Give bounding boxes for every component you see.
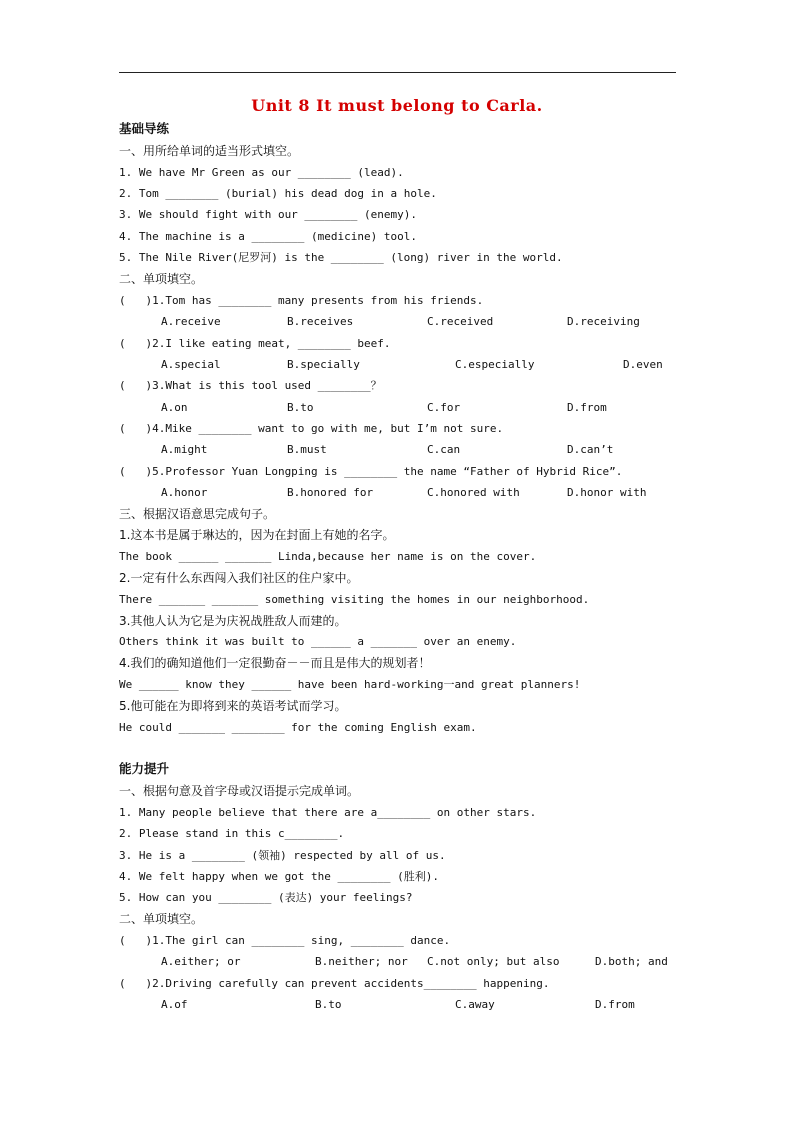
option-b: B.receives <box>287 315 354 328</box>
chinese-prompt: 5.他可能在为即将到来的英语考试而学习。 <box>119 699 347 713</box>
option-d: D.from <box>595 998 635 1011</box>
option-c: C.for <box>427 401 461 414</box>
english-sentence: He could _______ ________ for the coming English exam. <box>119 721 477 734</box>
option-c: C.received <box>427 315 494 328</box>
fill-item: 5. The Nile River(尼罗河) is the ________ (long) river in the world. <box>119 251 563 264</box>
part2-title: 二、单项填空。 <box>119 272 204 286</box>
word-item: 1. Many people believe that there are a________ on other stars. <box>119 806 537 819</box>
option-b: B.must <box>287 443 327 456</box>
option-d: D.honor with <box>567 486 647 499</box>
option-a: A.might <box>161 443 208 456</box>
chinese-prompt: 1.这本书是属于琳达的，因为在封面上有她的名字。 <box>119 528 395 542</box>
word-item: 5. How can you ________ (表达) your feelings? <box>119 891 413 904</box>
fill-item: 2. Tom ________ (burial) his dead dog in a hole. <box>119 187 437 200</box>
part1-title: 一、用所给单词的适当形式填空。 <box>119 144 300 158</box>
option-c: C.can <box>427 443 461 456</box>
question-stem: ( )2.I like eating meat, ________ beef. <box>119 337 391 350</box>
english-sentence: Others think it was built to ______ a _______ over an enemy. <box>119 635 517 648</box>
section-heading-basic: 基础导练 <box>119 121 170 136</box>
question-stem: ( )5.Professor Yuan Longping is ________ the name “Father of Hybrid Rice”. <box>119 465 623 478</box>
section-heading-advanced: 能力提升 <box>119 761 170 776</box>
option-d: D.can’t <box>567 443 614 456</box>
page-title: Unit 8 It must belong to Carla. <box>251 96 543 115</box>
english-sentence: There _______ _______ something visiting the homes in our neighborhood. <box>119 593 590 606</box>
question-stem: ( )1.The girl can ________ sing, ________ dance. <box>119 934 451 947</box>
option-d: D.even <box>623 358 663 371</box>
word-item: 2. Please stand in this c________. <box>119 827 345 840</box>
fill-item: 1. We have Mr Green as our ________ (lead). <box>119 166 404 179</box>
option-a: A.honor <box>161 486 208 499</box>
option-a: A.special <box>161 358 221 371</box>
option-d: D.receiving <box>567 315 640 328</box>
part3-title: 三、根据汉语意思完成句子。 <box>119 507 276 521</box>
chinese-prompt: 4.我们的确知道他们一定很勤奋－－而且是伟大的规划者！ <box>119 656 431 670</box>
question-stem: ( )1.Tom has ________ many presents from his friends. <box>119 294 484 307</box>
option-c: C.especially <box>455 358 535 371</box>
english-sentence: The book ______ _______ Linda,because her name is on the cover. <box>119 550 537 563</box>
fill-item: 3. We should fight with our ________ (enemy). <box>119 208 418 221</box>
option-a: A.on <box>161 401 188 414</box>
part1-title: 一、根据句意及首字母或汉语提示完成单词。 <box>119 784 360 798</box>
option-a: A.of <box>161 998 188 1011</box>
part2-title: 二、单项填空。 <box>119 912 204 926</box>
option-b: B.neither; nor <box>315 955 408 968</box>
word-item: 4. We felt happy when we got the ________ (胜利). <box>119 870 440 883</box>
question-stem: ( )3.What is this tool used ________？ <box>119 379 382 392</box>
word-item: 3. He is a ________ (领袖) respected by all of us. <box>119 849 446 862</box>
question-stem: ( )2.Driving carefully can prevent accidents________ happening. <box>119 977 550 990</box>
english-sentence: We ______ know they ______ have been hard-working一and great planners! <box>119 678 581 691</box>
option-b: B.to <box>287 401 314 414</box>
chinese-prompt: 2.一定有什么东西闯入我们社区的住户家中。 <box>119 571 359 585</box>
option-a: A.receive <box>161 315 221 328</box>
option-d: D.both; and <box>595 955 668 968</box>
option-a: A.either; or <box>161 955 241 968</box>
fill-item: 4. The machine is a ________ (medicine) tool. <box>119 230 418 243</box>
option-b: B.honored for <box>287 486 374 499</box>
option-b: B.to <box>315 998 342 1011</box>
option-d: D.from <box>567 401 607 414</box>
option-c: C.not only; but also <box>427 955 560 968</box>
chinese-prompt: 3.其他人认为它是为庆祝战胜敌人而建的。 <box>119 614 347 628</box>
option-c: C.honored with <box>427 486 520 499</box>
question-stem: ( )4.Mike ________ want to go with me, but I’m not sure. <box>119 422 504 435</box>
header-rule <box>119 72 676 73</box>
option-b: B.specially <box>287 358 360 371</box>
option-c: C.away <box>455 998 495 1011</box>
